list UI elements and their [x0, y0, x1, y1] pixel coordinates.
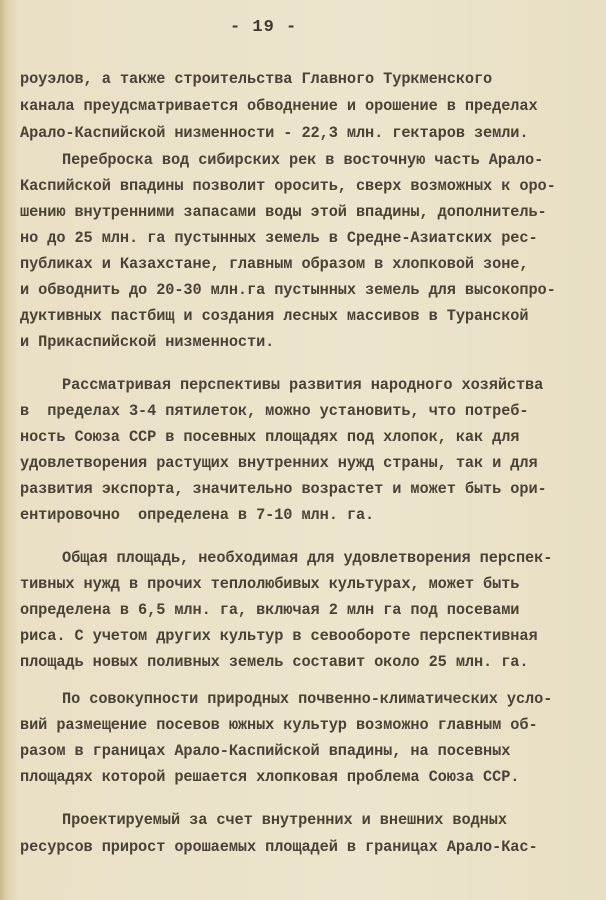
paragraph-first-line: По совокупности природных почвенно-климатических усло- — [62, 690, 553, 708]
text-line: удовлетворения растущих внутренних нужд страны, так и для — [20, 454, 538, 472]
text-line: роуэлов, а также строительства Главного Туркменского — [20, 70, 493, 88]
text-line: разом в границах Арало-Каспийской впадины, на посевных — [20, 742, 511, 760]
text-line: и обводнить до 20-30 млн.га пустынных земель для высокопро- — [20, 281, 556, 299]
text-line: Каспийской впадины позволит оросить, сверх возможных к оро- — [20, 177, 556, 195]
text-line: ресурсов прирост орошаемых площадей в границах Арало-Кас- — [20, 838, 538, 856]
text-line: риса. С учетом других культур в севообороте перспективная — [20, 627, 538, 645]
paragraph-first-line: Общая площадь, необходимая для удовлетворения перспек- — [62, 549, 553, 567]
paragraph-first-line: Проектируемый за счет внутренних и внешних водных — [62, 811, 507, 829]
paragraph-first-line: Рассматривая перспективы развития народного хозяйства — [62, 376, 544, 394]
text-line: площадях которой решается хлопковая проблема Союза ССР. — [20, 768, 520, 786]
text-line: публиках и Казахстане, главным образом в хлопковой зоне, — [20, 255, 529, 273]
text-line: ентировочно определена в 7-10 млн. га. — [20, 506, 375, 524]
text-line: определена в 6,5 млн. га, включая 2 млн га под посевами — [20, 601, 520, 619]
text-line: площадь новых поливных земель составит около 25 млн. га. — [20, 653, 529, 671]
text-line: дуктивных пастбищ и создания лесных массивов в Туранской — [20, 307, 529, 325]
text-line: но до 25 млн. га пустынных земель в Средне-Азиатских рес- — [20, 229, 538, 247]
text-line: шению внутренними запасами воды этой впадины, дополнитель- — [20, 203, 547, 221]
text-line: и Прикаспийской низменности. — [20, 333, 275, 351]
text-line: ность Союза ССР в посевных площадях под хлопок, как для — [20, 428, 520, 446]
text-line: канала преудсматривается обводнение и орошение в пределах — [20, 97, 538, 115]
paragraph-first-line: Переброска вод сибирских рек в восточную часть Арало- — [62, 151, 544, 169]
text-line: вий размещение посевов южных культур возможно главным об- — [20, 716, 538, 734]
page-number: - 19 - — [230, 18, 298, 37]
text-line: развития экспорта, значительно возрастет и может быть ори- — [20, 480, 547, 498]
text-line: в пределах 3-4 пятилеток, можно установить, что потреб- — [20, 402, 529, 420]
text-line: тивных нужд в прочих теплолюбивых культурах, может быть — [20, 575, 520, 593]
text-line: Арало-Каспийской низменности - 22,3 млн. гектаров земли. — [20, 124, 529, 142]
